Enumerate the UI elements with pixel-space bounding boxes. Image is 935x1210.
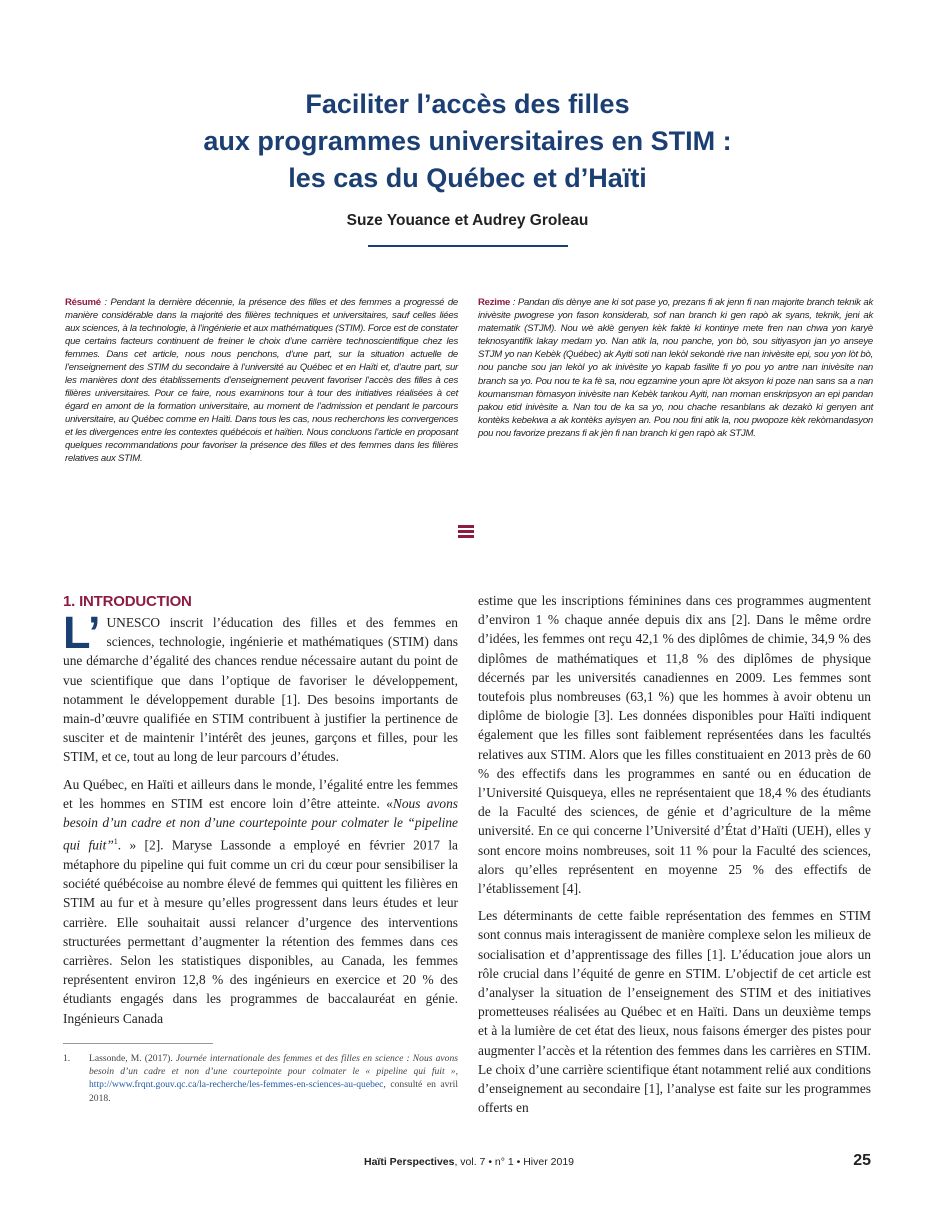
paragraph-2: Au Québec, en Haïti et ailleurs dans le monde, l’égalité entre les femmes et les hommes en STIM est encore loin d’être atteinte. «Nous avons besoin d’un cadre et non d’une courtepointe pour colmater le “pipeline qui fuit”$^1$. » [2]. Maryse Lassonde a employé en février 2017 la métaphore du pipeline qui fuit comme un cri du cœur pour sensibiliser la société québécoise au nombre élevé de femmes qui quittent les filières en STIM au fur et à mesure qu’elles progressent dans leurs études et leur carrière. Elle souhaitait aussi relancer d’urgence des interventions structurées permettant d’augmenter la rétention des femmes dans ces carrières. Selon les statistiques disponibles, au Canada, les femmes représentent environ 12,8 % des ingénieurs en exercice et 20 % des étudiants engagés dans les programmes de baccalauréat en génie. Ingénieurs Canada xyxy=(63,776,458,1026)
abstract-french-text: : Pendant la dernière décennie, la présence des filles et des femmes a progressé de manière considérable dans la majorité des filières techniques et universitaires, sauf celles liées aux sciences, à la technologie, à l’ingénierie et aux mathématiques (STIM). Force est de constater que certains facteurs continuent de freiner le choix d’une carrière technoscientifique chez les femmes. Dans cet article, nous nous penchons, d’une part, sur la situation actuelle de l’enseignement des STIM du secondaire à l’université au Québec et en Haïti et, d’autre part, sur les manières dont des établissements d’enseignement peuvent favoriser l’accès des filles à ces filières universitaires. Pour ce faire, nous examinons tour à tour des initiatives réalisées à cet égard en amont de la formation universitaire, au moment de l’admission et pendant le parcours universitaire, au Québec comme en Haïti. Dans tous les cas, nous recherchons les convergences et les divergences entre les contextes québécois et haïtien. Nous concluons l’article en proposant quelques recommandations pour favoriser la présence des filles et des femmes dans les filières relatives aux STIM. xyxy=(65,297,458,464)
paragraph-1 xyxy=(63,607,458,767)
abstract-creole-label: Rezime xyxy=(478,297,511,308)
journal-issue: , vol. 7 • n° 1 • Hiver 2019 xyxy=(454,1156,574,1168)
footnote-number: 1. xyxy=(63,1053,71,1064)
section-divider-icon xyxy=(458,525,474,541)
journal-name: Haïti Perspectives xyxy=(364,1156,455,1168)
title-divider xyxy=(368,245,568,247)
article-title xyxy=(60,86,875,197)
dropcap: L’ xyxy=(63,607,101,658)
section-heading: 1. INTRODUCTION xyxy=(63,593,192,610)
title-line-1: Faciliter l’accès des filles xyxy=(305,89,630,119)
body-column-right xyxy=(478,591,871,1125)
footnote: 1. Lassonde, M. (2017). Journée internationale des femmes et des filles en science : Nous avons besoin d’un cadre et non d’une courtepointe pour colmater le « pipeline qui fuit », http://www.frqnt.gouv.qc.ca/la-recherche/les-femmes-en-sciences-au-quebec, consulté en avril 2018. xyxy=(63,1053,459,1104)
title-line-3: les cas du Québec et d’Haïti xyxy=(288,163,647,193)
body-column-left xyxy=(63,592,458,1036)
article-authors: Suze Youance et Audrey Groleau xyxy=(346,212,589,229)
footnote-title: Journée internationale des femmes et des filles en science : Nous avons besoin d’un cadre et non d’une courtepointe pour colmater le « pipeline qui fuit » xyxy=(89,1053,459,1078)
footnote-rule xyxy=(63,1043,213,1044)
paragraph-3: estime que les inscriptions féminines dans ces programmes augmentent d’environ 1 % chaque année depuis dix ans [2]. Dans le même ordre d’idées, les femmes ont reçu 42,1 % des diplômes de chimie, 34,9 % des diplômes de mathématiques et 11,8 % des diplômes de physique décernés par les universités canadiennes en 2009. Les femmes sont toutefois plus nombreuses (63,1 %) que les hommes à avoir obtenu un diplôme de biologie [3]. Les données disponibles pour Haïti indiquent également que les filles sont faiblement représentées dans les facultés relatives aux STIM. Alors que les filles constituaient en 2013 près de 60 % des effectifs dans les programmes en santé ou en éducation de l’Université Quisqueya, elles ne représentaient que 18,4 % des étudiants de la Faculté des sciences, de génie et d’agriculture de la même université. En ce qui concerne l’Université d’État d’Haïti (UEH), elles y sont encore moins nombreuses, soit 11 % pour la Faculté des sciences, alors qu’elles représentent en moyenne 25 % des effectifs de l’établissement [4]. xyxy=(478,593,871,897)
abstract-french-label: Résumé xyxy=(65,297,101,308)
footnote-link[interactable]: http://www.frqnt.gouv.qc.ca/la-recherche/les-femmes-en-sciences-au-quebec xyxy=(89,1079,384,1091)
abstract-french xyxy=(65,296,458,465)
title-line-2: aux programmes universitaires en STIM : xyxy=(203,126,732,156)
quote: Nous avons besoin d’un cadre et non d’une courtepointe pour colmater le “pipeline qui fuit” xyxy=(63,795,458,853)
paragraph-1-text: UNESCO inscrit l’éducation des filles et des femmes en sciences, technologie, ingénierie et mathématiques (STIM) dans une démarche d’égalité des chances rendue nécessaire autant du point de vue scientifique que dans l’optique de favoriser le développement, notamment le développement durable [1]. Des besoins importants de main-d’œuvre qualifiée en STIM contribuent à justifier la pertinence de susciter et de maintenir l’intérêt des jeunes, garçons et filles, pour les STIM, et ce, tout au long de leur parcours d’études. xyxy=(63,615,458,765)
page-footer xyxy=(63,1156,875,1168)
paragraph-4: Les déterminants de cette faible représentation des femmes en STIM sont connus mais interagissent de manière complexe selon les milieux de socialisation et d’apprentissage des filles [1]. L’éducation joue alors un rôle crucial dans l’équité de genre en STIM. L’objectif de cet article est d’analyser la situation de l’enseignement des STIM et des initiatives prometteuses réalisées au Québec et en Haïti. Dans un deuxième temps et à la lumière de cet état des lieux, nous faisons émerger des pistes pour augmenter l’accès et la rétention des femmes dans les carrières en STIM. Le choix d’une carrière scientifique étant notamment relié aux conditions d’enseignement au secondaire [1], l’analyse est faite sur les programmes offerts en xyxy=(478,908,872,1116)
page-number: 25 xyxy=(853,1152,871,1169)
abstract-creole-text: : Pandan dis dènye ane ki sot pase yo, prezans fi ak jenn fi nan majorite branch teknik ak inivèsite pwogrese yon fason konsiderab, sof nan branch ki gen rapò ak syans, teknik, jeni ak matematik (STJM). Nou wè aklè genyen kèk faktè ki kontinye mete fren nan chwa yon karyè teknosyantifik lakay medam yo. Nan atik la, nou panche, yon bò, sou sitiyasyon jan yo anseye STJM yo nan Kebèk (Québec) ak Ayiti soti nan lekòl sekondè rive nan inivèsite epi, sou yon lòt bò, nou panche sou jan lekòl yo ak inivèsite yo kapab fasilite fi yo pou yo antre nan inivèsite nan branch sa yo. Pou nou te ka fè sa, nou egzamine youn apre lòt aksyon ki poze nan sans sa a nan koumansman fòmasyon inivèsite nan Kebèk tankou Ayiti, nan moman enskripsyon an epi pandan pakou etid inivèsite a. Nan tou de ka sa yo, nou chache resanblans ak dezakò ki genyen ant kontèks kebekwa a ak kontèks ayisyen an. Pou nou fini atik la, nou pwopoze kèk rekòmandasyon pou nou favorize prezans fi ak jèn fi nan branch ki gen rapò ak STJM. xyxy=(478,297,873,439)
footnote-ref[interactable]: 1 xyxy=(113,837,118,847)
abstract-creole xyxy=(478,296,873,440)
